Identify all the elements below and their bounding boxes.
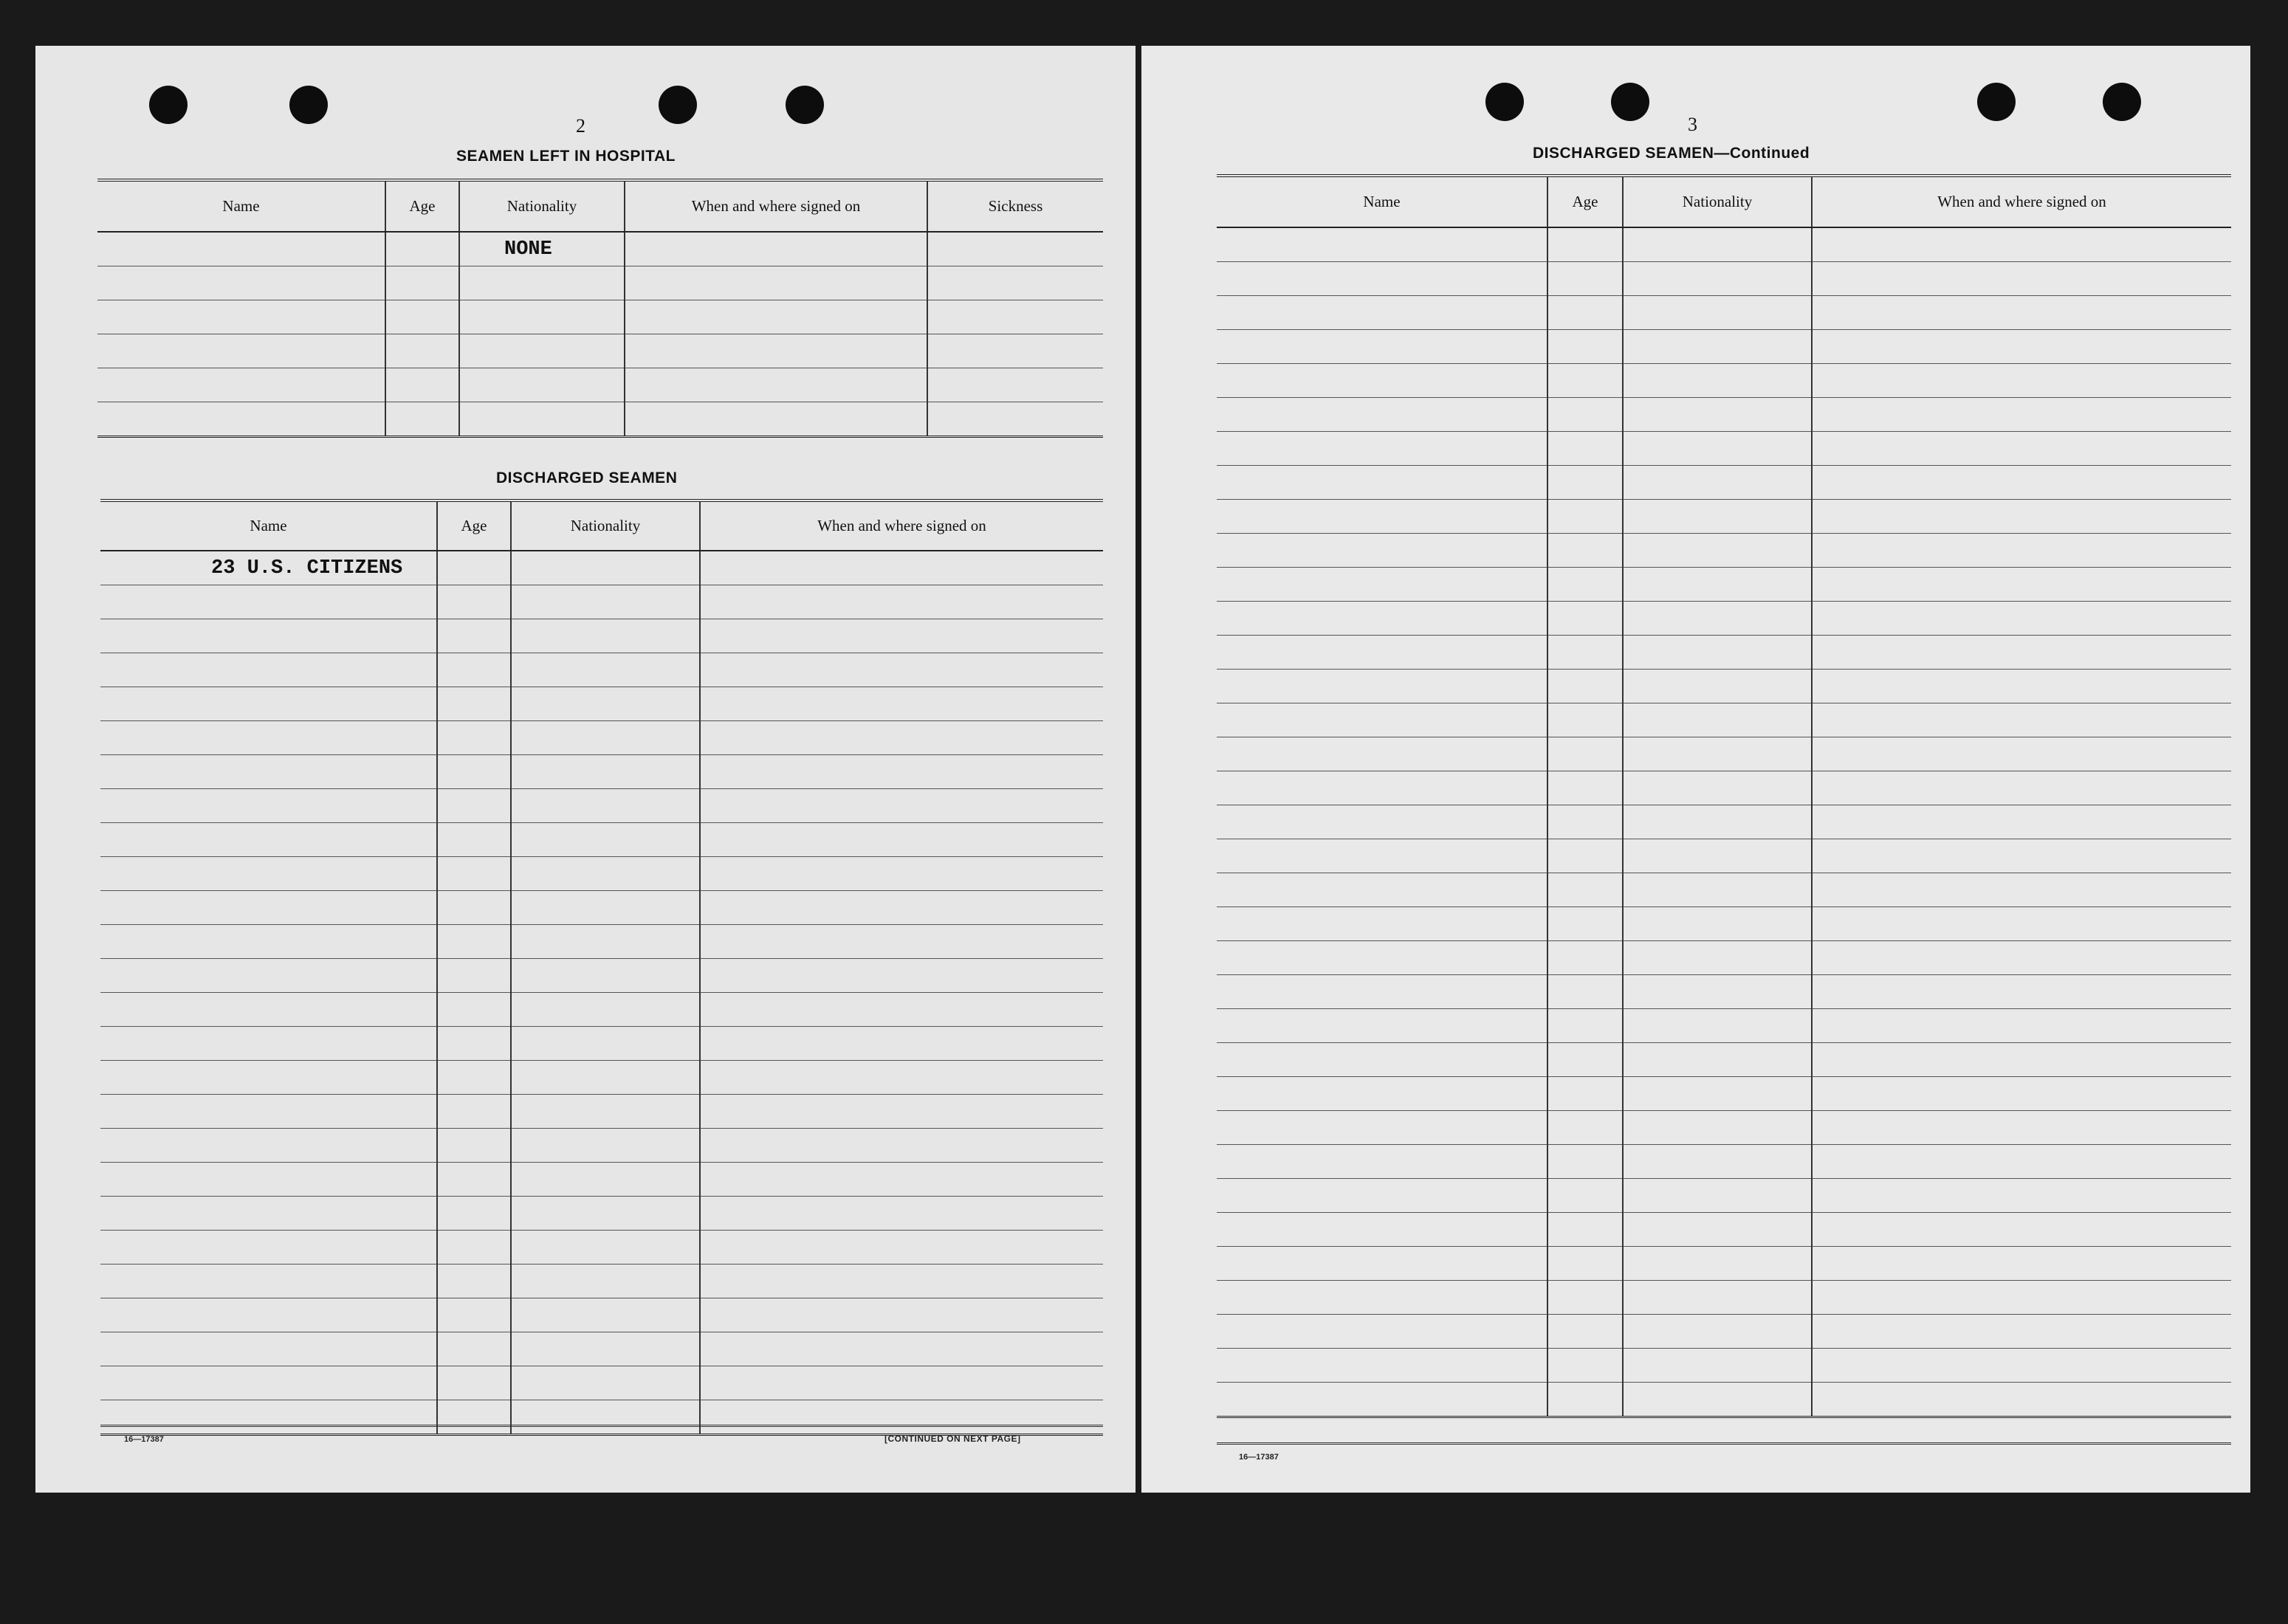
punch-hole	[786, 86, 824, 124]
discharged-entry: 23 U.S. CITIZENS	[100, 551, 437, 585]
table-row	[1217, 296, 2231, 330]
table-row	[100, 1265, 1103, 1298]
table-row	[97, 402, 1103, 437]
column-header-age: Age	[1547, 176, 1623, 227]
table-row	[97, 232, 1103, 266]
table-row	[97, 300, 1103, 334]
hospital-table	[97, 179, 1103, 438]
column-header-nationality: Nationality	[1623, 176, 1812, 227]
table-row	[100, 619, 1103, 653]
table-row	[1217, 771, 2231, 805]
column-header-sickness: Sickness	[927, 180, 1103, 232]
table-row	[1217, 500, 2231, 534]
table-row	[1217, 227, 2231, 262]
column-header-age: Age	[385, 180, 459, 232]
column-header-signed-on: When and where signed on	[700, 500, 1103, 551]
table-row	[100, 1061, 1103, 1095]
bottom-rule	[100, 1425, 1103, 1427]
table-row	[1217, 839, 2231, 873]
punch-hole	[659, 86, 697, 124]
table-row	[1217, 1315, 2231, 1349]
table-row	[1217, 262, 2231, 296]
table-row	[100, 1197, 1103, 1231]
form-number: 16—17387	[1239, 1453, 1279, 1462]
page-number: 3	[1688, 114, 1697, 135]
table-row	[1217, 941, 2231, 975]
table-row	[100, 1400, 1103, 1435]
table-row	[1217, 1247, 2231, 1281]
discharged-section-title: DISCHARGED SEAMEN	[496, 469, 678, 486]
column-header-nationality: Nationality	[459, 180, 625, 232]
title-suffix: —Continued	[1714, 145, 1810, 162]
table-row	[100, 925, 1103, 959]
column-header-name: Name	[1217, 176, 1547, 227]
punch-hole	[2103, 83, 2141, 121]
table-row	[1217, 1111, 2231, 1145]
discharged-table	[100, 499, 1103, 1436]
hospital-entry: NONE	[459, 232, 625, 266]
table-row	[1217, 1383, 2231, 1417]
table-row	[1217, 466, 2231, 500]
table-row	[1217, 568, 2231, 602]
table-row	[100, 959, 1103, 993]
table-row	[1217, 1145, 2231, 1179]
column-header-signed-on: When and where signed on	[1812, 176, 2231, 227]
form-number: 16—17387	[124, 1435, 164, 1444]
column-header-nationality: Nationality	[511, 500, 700, 551]
punch-hole	[289, 86, 328, 124]
table-row	[1217, 1077, 2231, 1111]
table-row	[1217, 602, 2231, 636]
table-row	[1217, 636, 2231, 670]
table-row	[1217, 873, 2231, 907]
table-row	[100, 755, 1103, 789]
table-row	[100, 551, 1103, 585]
table-row	[100, 857, 1103, 891]
punch-hole	[1485, 83, 1524, 121]
hospital-section-title: SEAMEN LEFT IN HOSPITAL	[456, 148, 676, 165]
table-row	[1217, 364, 2231, 398]
right-form-page	[1141, 46, 2250, 1493]
table-row	[100, 653, 1103, 687]
table-row	[100, 1366, 1103, 1400]
punch-hole	[149, 86, 188, 124]
table-row	[100, 1332, 1103, 1366]
table-row	[100, 1163, 1103, 1197]
punch-hole	[1611, 83, 1649, 121]
table-row	[1217, 805, 2231, 839]
column-header-signed-on: When and where signed on	[625, 180, 927, 232]
table-row	[100, 1095, 1103, 1129]
table-row	[1217, 670, 2231, 703]
table-row	[100, 823, 1103, 857]
table-row	[1217, 330, 2231, 364]
table-row	[1217, 432, 2231, 466]
continued-note: [CONTINUED ON NEXT PAGE]	[884, 1434, 1021, 1444]
table-row	[1217, 398, 2231, 432]
column-header-name: Name	[97, 180, 385, 232]
table-row	[1217, 737, 2231, 771]
title-main: DISCHARGED SEAMEN	[1533, 145, 1714, 162]
table-row	[1217, 1281, 2231, 1315]
table-row	[1217, 907, 2231, 941]
table-row	[100, 1231, 1103, 1265]
table-row	[1217, 1009, 2231, 1043]
left-form-page	[35, 46, 1136, 1493]
discharged-continued-title	[1533, 145, 1810, 162]
table-row	[100, 1129, 1103, 1163]
table-row	[100, 585, 1103, 619]
table-row	[1217, 703, 2231, 737]
table-row	[100, 993, 1103, 1027]
table-row	[97, 334, 1103, 368]
table-row	[1217, 1043, 2231, 1077]
page-number: 2	[576, 115, 585, 137]
table-row	[100, 721, 1103, 755]
table-row	[100, 789, 1103, 823]
table-row	[100, 687, 1103, 721]
table-row	[1217, 975, 2231, 1009]
bottom-rule	[1217, 1442, 2231, 1445]
table-row	[1217, 1349, 2231, 1383]
table-row	[97, 266, 1103, 300]
table-row	[1217, 1179, 2231, 1213]
column-header-age: Age	[437, 500, 511, 551]
table-row	[100, 1298, 1103, 1332]
table-row	[97, 368, 1103, 402]
column-header-name: Name	[100, 500, 437, 551]
table-row	[100, 1027, 1103, 1061]
table-row	[1217, 1213, 2231, 1247]
punch-hole	[1977, 83, 2016, 121]
table-row	[1217, 534, 2231, 568]
table-row	[100, 891, 1103, 925]
discharged-continued-table	[1217, 174, 2231, 1418]
